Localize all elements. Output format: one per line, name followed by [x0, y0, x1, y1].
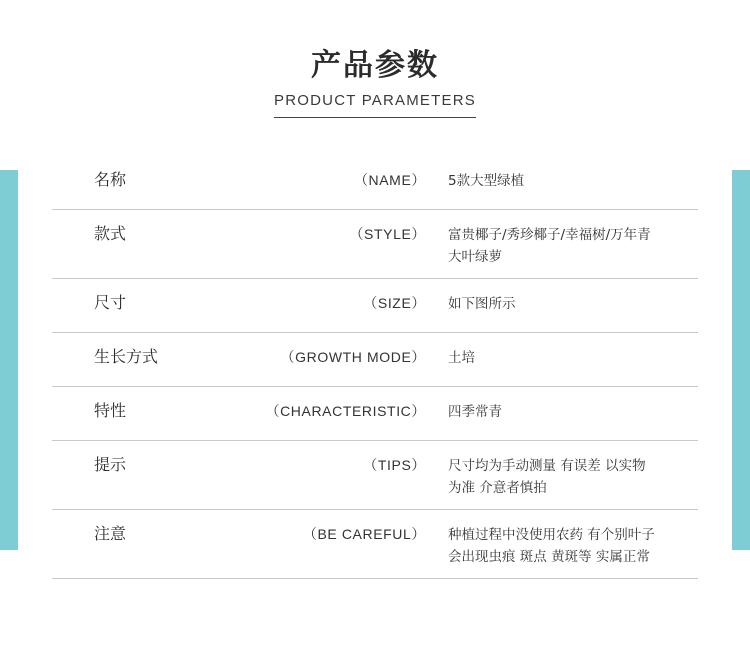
table-row	[52, 387, 698, 441]
param-label-en: （BE CAREFUL）	[302, 526, 426, 542]
param-label-en: （CHARACTERISTIC）	[265, 403, 426, 419]
param-label-cn: 提示	[94, 455, 127, 474]
param-label-en: （STYLE）	[349, 226, 426, 242]
table-row	[52, 279, 698, 333]
param-label-en: （SIZE）	[363, 295, 426, 311]
param-value	[448, 522, 698, 568]
param-label-en: （GROWTH MODE）	[280, 349, 426, 365]
param-value-line: 土培	[448, 350, 475, 366]
param-value-line: 为准 介意者慎拍	[448, 480, 547, 496]
param-value	[448, 222, 698, 268]
param-value	[448, 453, 698, 499]
param-value	[448, 168, 698, 192]
decorative-right-bar	[732, 170, 750, 550]
param-label-cn: 款式	[94, 224, 127, 243]
table-row	[52, 510, 698, 579]
param-value	[448, 399, 698, 423]
param-value-line: 会出现虫痕 斑点 黄斑等 实属正常	[448, 549, 650, 565]
param-label-cn: 尺寸	[94, 293, 127, 312]
page-header	[0, 0, 750, 118]
param-value-line: 富贵椰子/秀珍椰子/幸福树/万年青	[448, 227, 651, 243]
param-value-line: 尺寸均为手动测量 有误差 以实物	[448, 458, 646, 474]
table-row	[52, 210, 698, 279]
param-label-cn: 名称	[94, 170, 127, 189]
param-value-line: 四季常青	[448, 404, 502, 420]
param-value-line: 大叶绿萝	[448, 249, 502, 265]
table-row	[52, 441, 698, 510]
param-value-line: 如下图所示	[448, 296, 516, 312]
param-label-en: （NAME）	[353, 172, 426, 188]
table-row	[52, 333, 698, 387]
param-value	[448, 291, 698, 315]
param-label-en: （TIPS）	[363, 457, 426, 473]
param-value-line: 5款大型绿植	[448, 173, 525, 189]
table-row	[52, 156, 698, 210]
param-value-line: 种植过程中没使用农药 有个别叶子	[448, 527, 655, 543]
page-title-en: PRODUCT PARAMETERS	[274, 92, 476, 118]
parameters-table	[52, 156, 698, 579]
param-label-cn: 特性	[94, 401, 127, 420]
page-title-cn: 产品参数	[311, 48, 439, 83]
param-label-cn: 注意	[94, 524, 127, 543]
decorative-left-bar	[0, 170, 18, 550]
param-value	[448, 345, 698, 369]
param-label-cn: 生长方式	[94, 347, 159, 366]
